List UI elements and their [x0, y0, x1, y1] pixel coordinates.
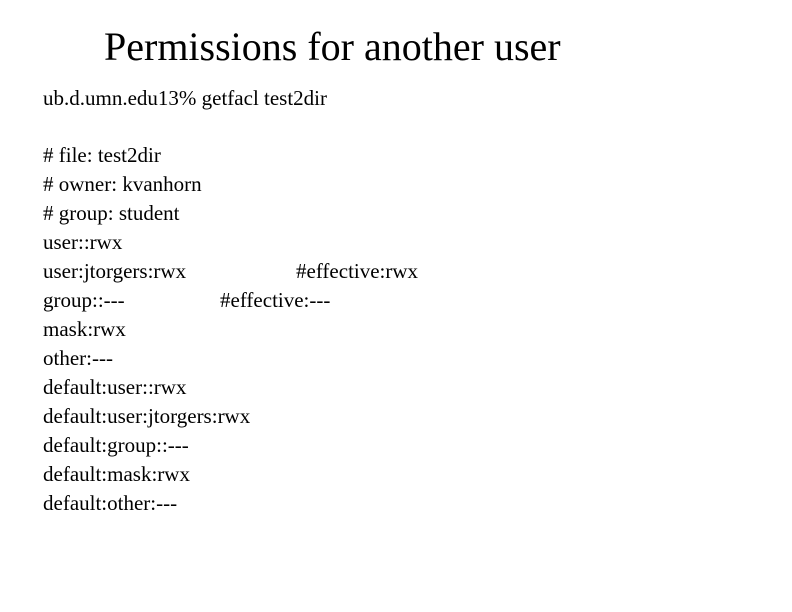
output-line-default-group: default:group::---	[43, 433, 189, 457]
output-line-default-mask: default:mask:rwx	[43, 462, 190, 486]
output-line-group: # group: student	[43, 201, 180, 225]
output-line-default-user-jtorgers: default:user:jtorgers:rwx	[43, 404, 251, 428]
command-line: ub.d.umn.edu13% getfacl test2dir	[43, 86, 328, 110]
output-line-file: # file: test2dir	[43, 143, 161, 167]
output-line-default-other: default:other:---	[43, 491, 178, 515]
output-line-user-jtorgers: user:jtorgers:rwx	[43, 259, 187, 283]
effective-group: #effective:---	[220, 288, 331, 312]
effective-user-jtorgers: #effective:rwx	[296, 259, 419, 283]
output-line-group-perms: group::---	[43, 288, 125, 312]
output-line-default-user: default:user::rwx	[43, 375, 187, 399]
output-line-owner: # owner: kvanhorn	[43, 172, 202, 196]
output-line-other: other:---	[43, 346, 113, 370]
output-line-user: user::rwx	[43, 230, 123, 254]
output-line-mask: mask:rwx	[43, 317, 126, 341]
slide-title: Permissions for another user	[104, 24, 561, 69]
